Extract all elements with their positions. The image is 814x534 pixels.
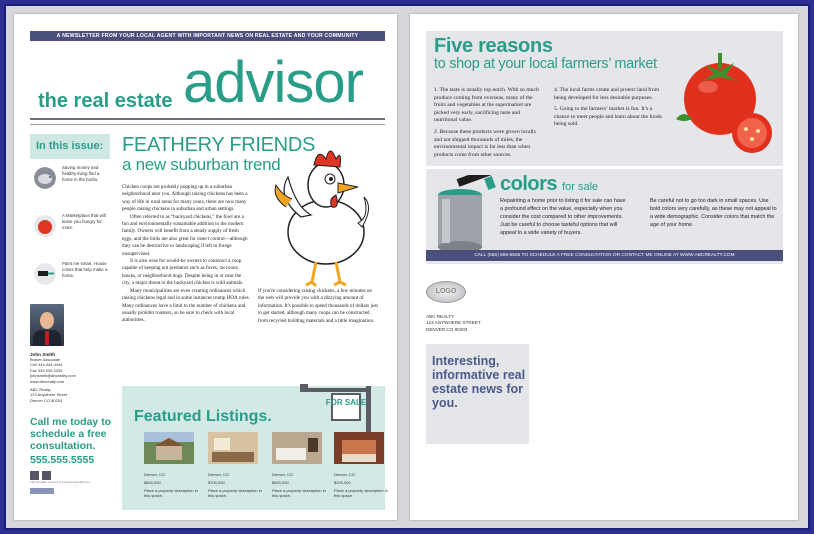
- for-sale-sign: [280, 380, 385, 440]
- listing-photo: [334, 432, 384, 464]
- equal-housing-icon: [30, 471, 39, 480]
- contact-footer-bar[interactable]: CALL (555) 555-5555 TO SCHEDULE A FREE CONSULTATION OR CONTACT ME ONLINE AT WWW.ABCREALTY.COM: [426, 250, 783, 261]
- reasons-column-2: [554, 87, 664, 133]
- in-this-issue-sidebar: [30, 134, 110, 299]
- issue-text: A Marketplace that will leave you hungry for more.: [62, 213, 106, 230]
- newsletter-page-back: [410, 14, 798, 520]
- tagline-bar: A NEWSLETTER FROM YOUR LOCAL AGENT WITH IMPORTANT NEWS ON REAL ESTATE AND YOUR COMMUNITY: [30, 31, 385, 41]
- colors-title-suffix: for sale: [562, 181, 599, 193]
- agent-fax: Fax 333.333.3333: [30, 367, 63, 373]
- article-subtitle: a new suburban trend: [122, 155, 281, 174]
- cta-phone[interactable]: 555.555.5555: [30, 454, 95, 466]
- colors-title-main: colors: [500, 173, 558, 195]
- article-title: FEATHERY FRIENDS: [122, 134, 316, 156]
- featured-listings: [122, 386, 388, 510]
- listing-photo: [272, 432, 322, 464]
- newsletter-page-front: [14, 14, 397, 520]
- listing-city: Denver, CO: [208, 472, 229, 477]
- listing-city: Denver, CO: [272, 472, 293, 477]
- paragraph: Many municipalities are even creating ordinances which raising chickens legal and in some instances trump HOA rules. Many ordinances have a limit to the number of chickens and usually prohibit roosters, so be sure to check with local authorities.: [122, 287, 250, 324]
- listing-photo: [144, 432, 194, 464]
- tomato-icon: [34, 215, 56, 237]
- housing-logos: [30, 467, 60, 477]
- listing-card[interactable]: [144, 432, 204, 498]
- paragraph: If you're considering raising chickens, a few minutes on the web will provide you with a dizzying amount of information. It's possible to spend thousands of dollars just to get started, although many coops can be constructed from recycled building materials and a little imagination.: [258, 288, 378, 324]
- paragraph: It is also wise for would-be owners to construct a coop capable of keeping out predators such as foxes, raccoons, hawks, or neighborhood dogs. Despite being in or near the city, a major threat to the backyard chicken is wild animals.: [122, 258, 244, 287]
- reasons-column-1: [434, 87, 544, 163]
- colors-column-1: Repainting a home prior to listing it for sale can have a profound effect on the value, especially when you consider the cost compared to other improvements. Just be careful to choose tasteful options that will appeal to a wide variety of buyers.: [500, 198, 626, 236]
- listing-desc: Place a property description in this space.: [272, 488, 326, 498]
- listing-price: $700,000: [208, 480, 225, 485]
- featured-title: Featured Listings.: [134, 408, 272, 425]
- listing-desc: Place a property description in this space.: [144, 488, 198, 498]
- divider: [30, 124, 385, 125]
- address-line: ABC REALTY: [426, 314, 455, 319]
- chicken-illustration: [266, 137, 378, 287]
- colors-title: [500, 173, 598, 196]
- issue-text: Paint me smart. House colors that help make a home.: [62, 261, 108, 278]
- agent-title: Broker Associate: [30, 357, 61, 362]
- issue-item[interactable]: [30, 165, 110, 207]
- paint-can-image: [428, 175, 498, 255]
- sidebar-heading: In this issue:: [30, 134, 110, 159]
- paragraph: Chicken coops are probably popping up in a suburban neighborhood near you. Although raising chickens has been a way of life in rural areas for many years, there are now many people raising chickens in suburban and urban settings.: [122, 184, 248, 213]
- brand-prefix: the real estate: [38, 90, 173, 112]
- article-column-1: [122, 184, 250, 325]
- divider: [30, 118, 385, 120]
- listing-price: $800,000: [144, 480, 161, 485]
- reason-item: 1. The taste is usually top notch. With so much produce coming from overseas, many of the fruits and vegetables at the supermarket are picked very early, sacrificing taste and nutritional value.: [434, 87, 539, 124]
- agent-name: John Smith: [30, 352, 56, 357]
- agent-company: ABC Realty: [30, 387, 51, 393]
- listing-city: Denver, CO: [334, 472, 355, 477]
- issue-item[interactable]: [30, 213, 110, 255]
- realtor-icon: [42, 471, 51, 480]
- paragraph: Often referred to as “backyard chickens,” the fowl are a fun and environmentally sustainable addition to the modern family. Owners will benefit from a steady supply of fresh eggs, and the birds are also great for insect control—although they can be destructive to landscaping if left to forage unsupervised.: [122, 213, 248, 257]
- fineprint: This template courtesy of boosthomeprofile.com: [30, 480, 90, 484]
- reason-item: 4. The local farms create and protect land from being developed for less desirable purposes.: [554, 87, 660, 101]
- listing-city: Denver, CO: [144, 472, 165, 477]
- agent-street: 123 Anywhere Street: [30, 392, 68, 398]
- agent-cell: Cell 444.444.4444: [30, 362, 63, 368]
- tomato-image: [672, 49, 780, 159]
- agent-email[interactable]: johnsmith@abcrealty.com: [30, 373, 76, 379]
- address-line: 123 ANYWHERE STREET: [426, 320, 481, 326]
- promo-box: Interesting, informative real estate news for you.: [426, 344, 529, 444]
- listing-price: $200,000: [334, 480, 351, 485]
- brand-title: advisor: [183, 50, 363, 115]
- listing-price: $500,000: [272, 480, 289, 485]
- paintbrush-icon: [34, 263, 56, 285]
- agent-card: [30, 304, 125, 403]
- listing-desc: Place a property description in this space.: [208, 488, 262, 498]
- colors-column-2: Be careful not to go too dark in small spaces. Use bold colors very carefully, as these may not appeal to a wide demographic. Consider colors that match the age of your home.: [650, 198, 777, 228]
- agent-website[interactable]: www.abcrealty.com: [30, 378, 65, 384]
- return-address: [426, 314, 481, 333]
- listing-card[interactable]: [334, 432, 394, 498]
- agent-photo: [30, 304, 64, 346]
- address-line: DENVER CO 80203: [426, 326, 468, 332]
- listing-desc: Place a property description in this space.: [334, 488, 388, 498]
- company-logo: LOGO: [426, 281, 466, 303]
- reason-item: 5. Going to the farmers’ market is fun. It’s a chance to meet people and learn about the foods being sold.: [554, 106, 662, 128]
- reasons-subtitle: to shop at your local farmers’ market: [434, 56, 657, 72]
- listing-card[interactable]: [272, 432, 332, 498]
- for-sale-text: FOR SALE: [325, 398, 367, 407]
- reason-item: 2. Because these products were grown locally and not shipped thousands of miles, the environmental impact is far less than when products come from other sources.: [434, 128, 537, 158]
- brand-logo: [30, 488, 54, 494]
- issue-item[interactable]: [30, 261, 110, 303]
- listing-photo: [208, 432, 258, 464]
- article-column-2: [258, 288, 378, 325]
- listing-card[interactable]: [208, 432, 268, 498]
- issue-text: Saving money and healthy living find a home in the burbs.: [62, 165, 100, 182]
- piggy-bank-icon: [34, 167, 56, 189]
- call-to-action: Call me today to schedule a free consultation.: [30, 416, 112, 452]
- reasons-title: Five reasons: [434, 35, 553, 57]
- farmers-market-section: [426, 31, 783, 166]
- agent-city: Denver CO 80203: [30, 397, 63, 403]
